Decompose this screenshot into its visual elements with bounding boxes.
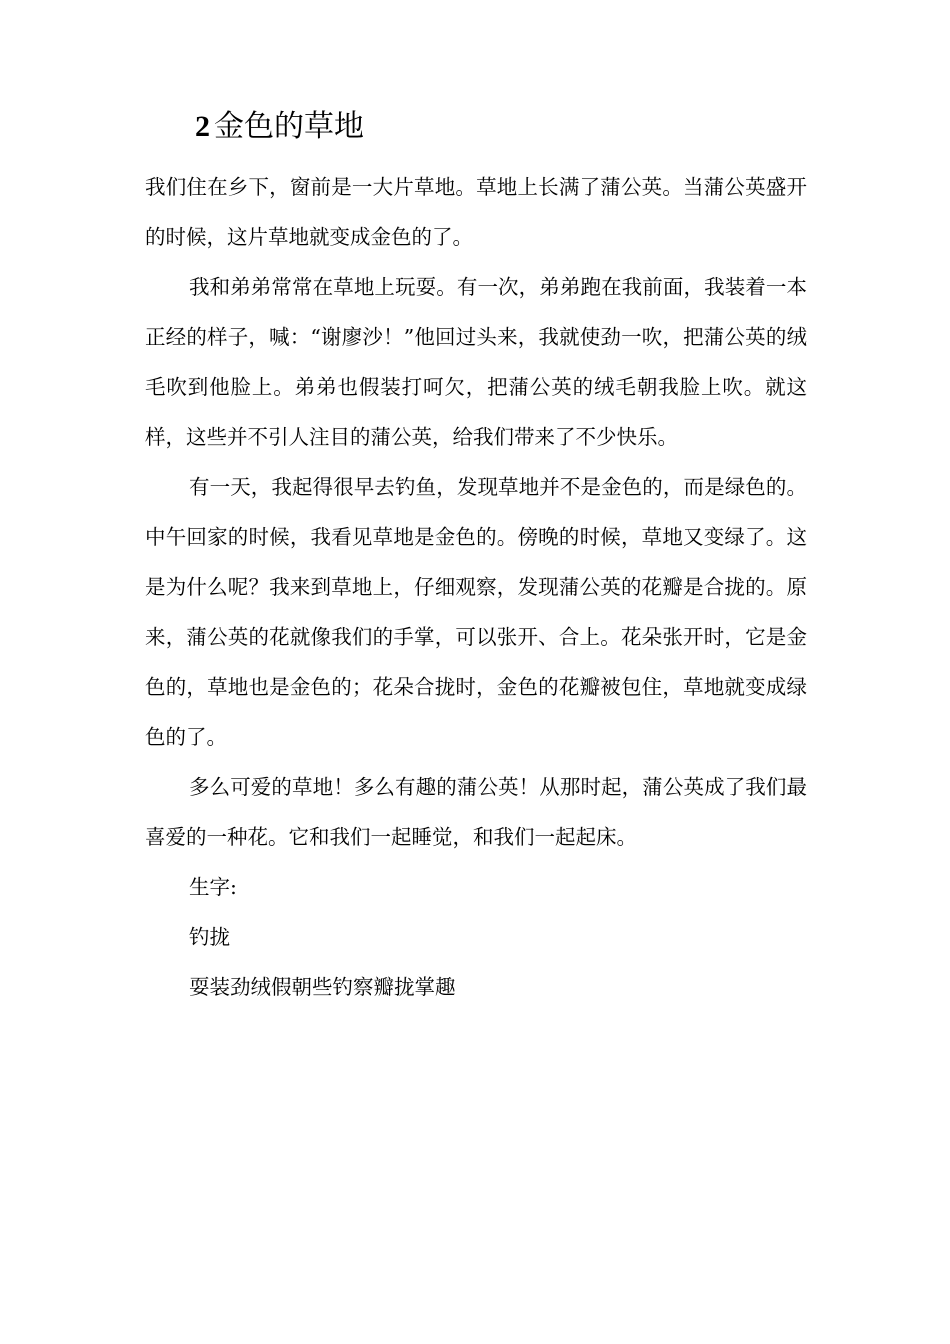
vocab-line-1: 钓拢 (189, 925, 230, 949)
lesson-body (145, 162, 807, 1012)
vocab-line-2: 耍装劲绒假朝些钓察瓣拢掌趣 (189, 975, 456, 999)
lesson-title (195, 104, 364, 150)
lesson-title-text: 金色的草地 (214, 109, 364, 144)
paragraph-3: 有一天，我起得很早去钓鱼，发现草地并不是金色的，而是绿色的。中午回家的时候，我看见草地是金色的。傍晚的时候，草地又变绿了。这是为什么呢？我来到草地上，仔细观察，发现蒲公英的花瓣是合拢的。原来，蒲公英的花就像我们的手掌，可以张开、合上。花朵张开时，它是金色的，草地也是金色的；花朵合拢时，金色的花瓣被包住，草地就变成绿色的了。 (145, 475, 807, 749)
paragraph-2: 我和弟弟常常在草地上玩耍。有一次，弟弟跑在我前面，我装着一本正经的样子，喊：“谢廖沙！”他回过头来，我就使劲一吹，把蒲公英的绒毛吹到他脸上。弟弟也假装打呵欠，把蒲公英的绒毛朝我脸上吹。就这样，这些并不引人注目的蒲公英，给我们带来了不少快乐。 (145, 275, 807, 449)
lesson-number: 2 (195, 110, 210, 143)
paragraph-1: 我们住在乡下，窗前是一大片草地。草地上长满了蒲公英。当蒲公英盛开的时候，这片草地就变成金色的了。 (145, 175, 807, 249)
paragraph-4: 多么可爱的草地！多么有趣的蒲公英！从那时起，蒲公英成了我们最喜爱的一种花。它和我们一起睡觉，和我们一起起床。 (145, 775, 807, 849)
vocab-label: 生字: (189, 875, 237, 899)
